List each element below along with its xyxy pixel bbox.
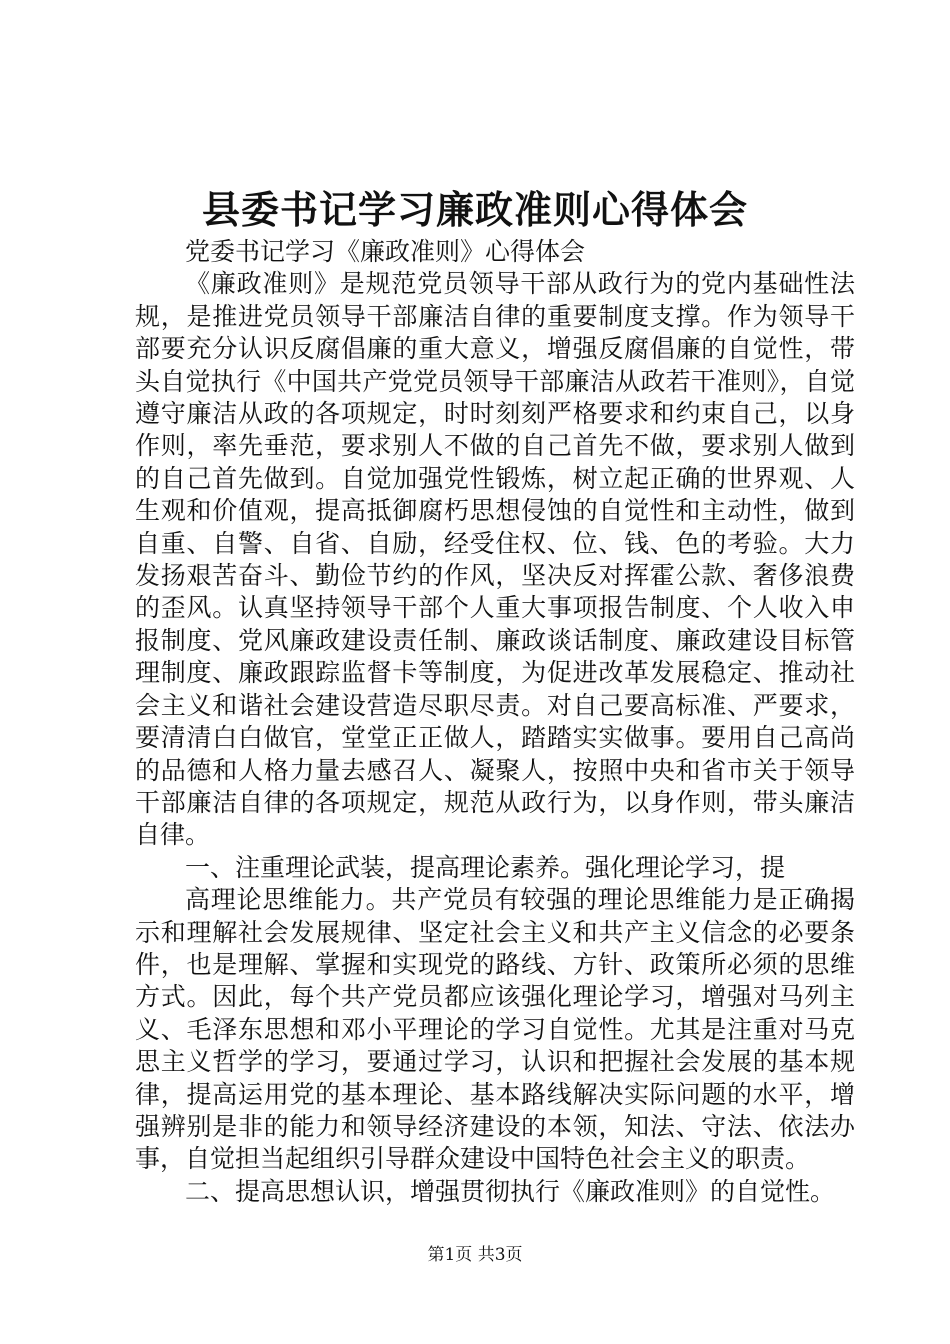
document-title: 县委书记学习廉政准则心得体会	[201, 187, 748, 232]
page-number-footer: 第1页 共3页	[427, 1245, 523, 1265]
body-paragraph: 《廉政准则》是规范党员领导干部从政行为的党内基础性法规，是推进党员领导干部廉洁自律的重要制度支撑。作为领导干部要充分认识反腐倡廉的重大意义，增强反腐倡廉的自觉性，带头自觉执行《中国共产党党员领导干部廉洁从政若干准则》，自觉遵守廉洁从政的各项规定，时时刻刻严格要求和约束自己，以身作则，率先垂范，要求别人不做的自己首先不做，要求别人做到的自己首先做到。自觉加强党性锻炼，树立起正确的世界观、人生观和价值观，提高抵御腐朽思想侵蚀的自觉性和主动性，做到自重、自警、自省、自励，经受住权、位、钱、色的考验。大力发扬艰苦奋斗、勤俭节约的作风，坚决反对挥霍公款、奢侈浪费的歪风。认真坚持领导干部个人重大事项报告制度、个人收入申报制度、党风廉政建设责任制、廉政谈话制度、廉政建设目标管理制度、廉政跟踪监督卡等制度，为促进改革发展稳定、推动社会主义和谐社会建设营造尽职尽责。对自己要高标准、严要求，要清清白白做官，堂堂正正做人，踏踏实实做事。要用自己高尚的品德和人格力量去感召人、凝聚人，按照中央和省市关于领导干部廉洁自律的各项规定，规范从政行为，以身作则，带头廉洁自律。	[135, 269, 855, 850]
body-paragraph: 高理论思维能力。共产党员有较强的理论思维能力是正确揭示和理解社会发展规律、坚定社会主义和共产主义信念的必要条件，也是理解、掌握和实现党的路线、方针、政策所必须的思维方式。因此，每个共产党员都应该强化理论学习，增强对马列主义、毛泽东思想和邓小平理论的学习自觉性。尤其是注重对马克思主义哲学的学习，要通过学习，认识和把握社会发展的基本规律，提高运用党的基本理论、基本路线解决实际问题的水平，增强辨别是非的能力和领导经济建设的本领，知法、守法、依法办事，自觉担当起组织引导群众建设中国特色社会主义的职责。	[135, 885, 855, 1174]
section-heading-paragraph: 一、注重理论武装，提高理论素养。强化理论学习，提	[185, 852, 786, 882]
section-heading-paragraph: 二、提高思想认识，增强贯彻执行《廉政准则》的自觉性。	[185, 1176, 836, 1206]
document-body	[135, 236, 855, 1208]
subtitle-paragraph: 党委书记学习《廉政准则》心得体会	[185, 237, 586, 266]
